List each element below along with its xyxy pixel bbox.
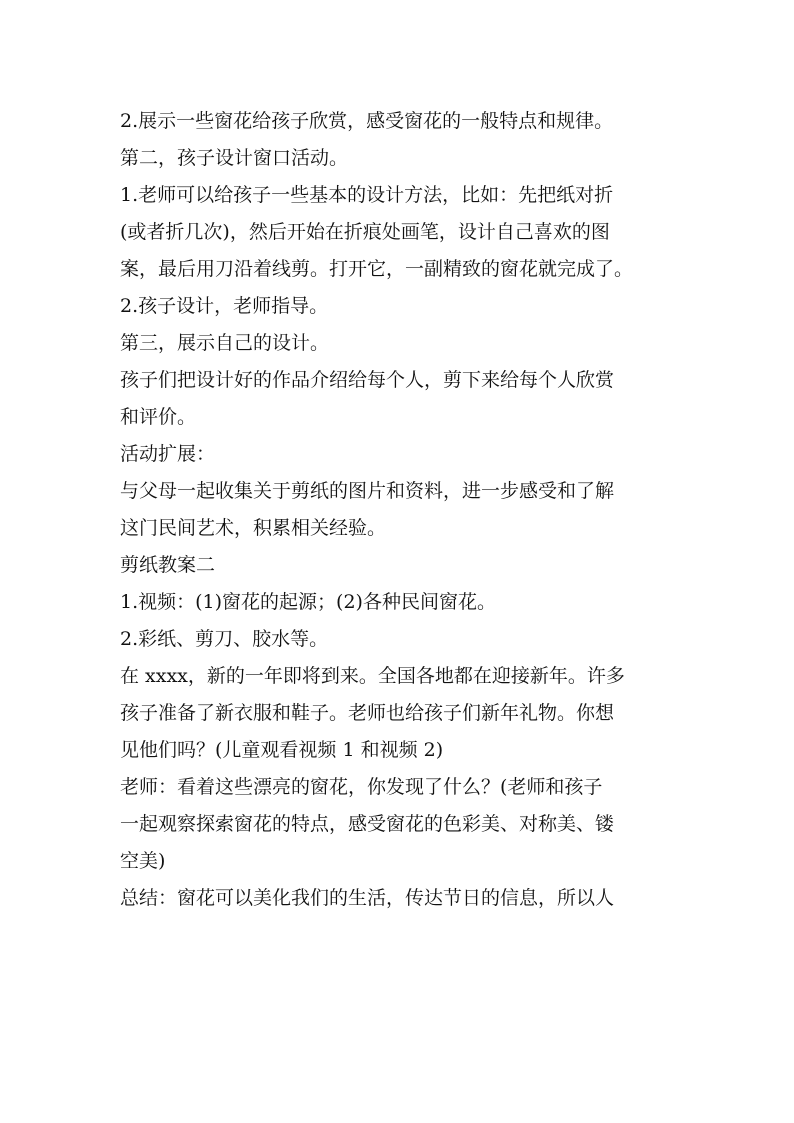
section-heading: 剪纸教案二 xyxy=(120,554,216,576)
text-line: 孩子们把设计好的作品介绍给每个人，剪下来给每个人欣赏 xyxy=(120,369,615,391)
text-line: 一起观察探索窗花的特点，感受窗花的色彩美、对称美、镂 xyxy=(120,813,615,835)
text-line: 1.老师可以给孩子一些基本的设计方法，比如：先把纸对折 xyxy=(120,184,614,206)
text-line: 在 xxxx，新的一年即将到来。全国各地都在迎接新年。许多 xyxy=(120,665,625,687)
text-line: 空美) xyxy=(120,850,166,872)
text-line: 见他们吗？(儿童观看视频 1 和视频 2) xyxy=(120,739,444,761)
text-line: 与父母一起收集关于剪纸的图片和资料，进一步感受和了解 xyxy=(120,480,615,502)
document-body xyxy=(120,103,680,917)
text-line: 2.孩子设计，老师指导。 xyxy=(120,295,329,317)
section-heading: 第二，孩子设计窗口活动。 xyxy=(120,147,349,169)
section-heading: 活动扩展： xyxy=(120,443,216,465)
text-line: 2.彩纸、剪刀、胶水等。 xyxy=(120,628,329,650)
text-line: 这门民间艺术，积累相关经验。 xyxy=(120,517,387,539)
section-heading: 第三，展示自己的设计。 xyxy=(120,332,330,354)
text-line: 孩子准备了新衣服和鞋子。老师也给孩子们新年礼物。你想 xyxy=(120,702,615,724)
text-line: 老师：看着这些漂亮的窗花，你发现了什么？(老师和孩子 xyxy=(120,776,603,798)
text-line: 2.展示一些窗花给孩子欣赏，感受窗花的一般特点和规律。 xyxy=(120,110,614,132)
text-line: (或者折几次)，然后开始在折痕处画笔，设计自己喜欢的图 xyxy=(120,221,610,243)
text-line: 1.视频：(1)窗花的起源；(2)各种民间窗花。 xyxy=(120,591,496,613)
text-line: 和评价。 xyxy=(120,406,197,428)
text-line: 案，最后用刀沿着线剪。打开它，一副精致的窗花就完成了。 xyxy=(120,258,634,280)
text-line: 总结：窗花可以美化我们的生活，传达节日的信息，所以人 xyxy=(120,887,615,909)
